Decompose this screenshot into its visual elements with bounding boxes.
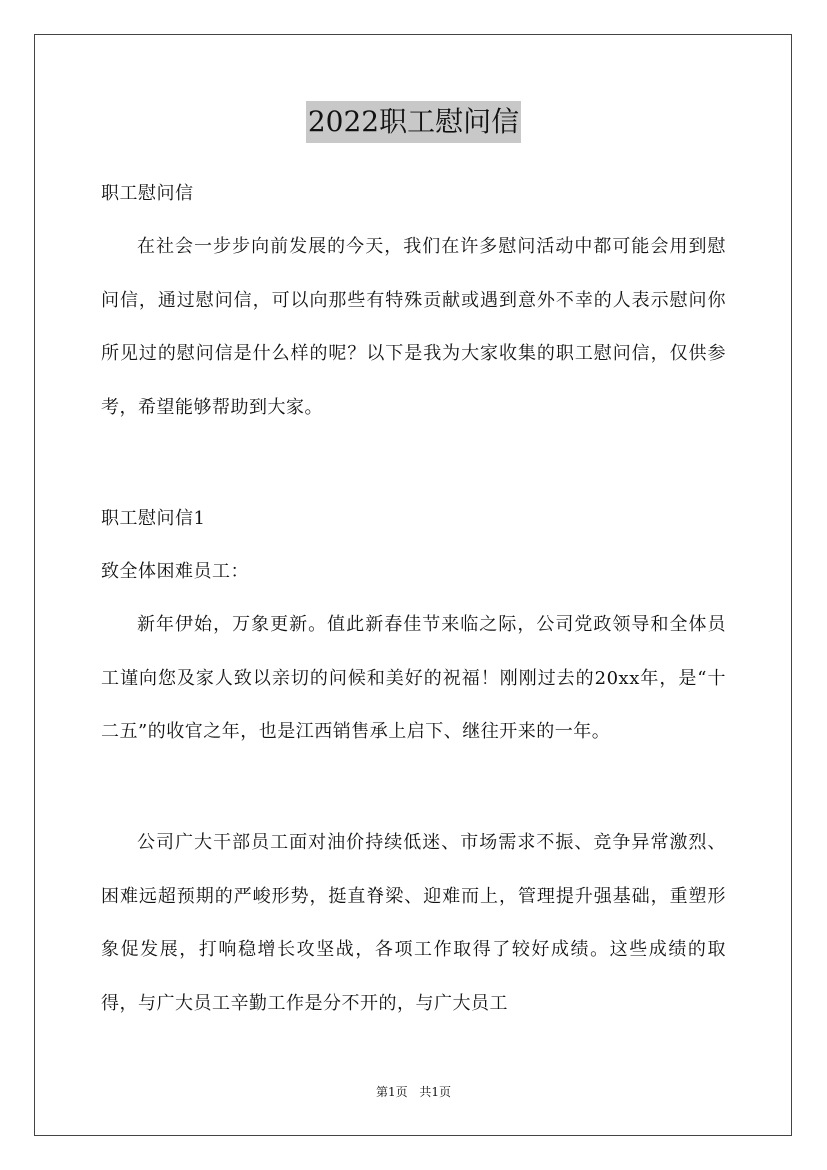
intro-paragraph: 在社会一步步向前发展的今天，我们在许多慰问活动中都可能会用到慰问信，通过慰问信，可以向那些有特殊贡献或遇到意外不幸的人表示慰问你所见过的慰问信是什么样的呢？以下是我为大家收集的职工慰问信，仅供参考，希望能够帮助到大家。: [101, 236, 726, 418]
page-footer: [0, 1083, 827, 1101]
title-container: [0, 101, 827, 143]
section-heading: 职工慰问信1: [101, 508, 206, 529]
page-number: 第1页: [375, 1085, 408, 1099]
salutation: 致全体困难员工：: [101, 561, 249, 582]
document-title: 2022职工慰问信: [306, 101, 521, 143]
intro-heading: 职工慰问信: [101, 183, 194, 204]
page-total: 共1页: [419, 1085, 452, 1099]
body-paragraph-1: 新年伊始，万象更新。值此新春佳节来临之际，公司党政领导和全体员工谨向您及家人致以亲切的问候和美好的祝福！刚刚过去的20xx年，是“十二五”的收官之年，也是江西销售承上启下、继往开来的一年。: [101, 614, 726, 743]
body-paragraph-2: 公司广大干部员工面对油价持续低迷、市场需求不振、竞争异常激烈、困难远超预期的严峻形势，挺直脊梁、迎难而上，管理提升强基础，重塑形象促发展，打响稳增长攻坚战，各项工作取得了较好成绩。这些成绩的取得，与广大员工辛勤工作是分不开的，与广大员工: [101, 832, 726, 1014]
